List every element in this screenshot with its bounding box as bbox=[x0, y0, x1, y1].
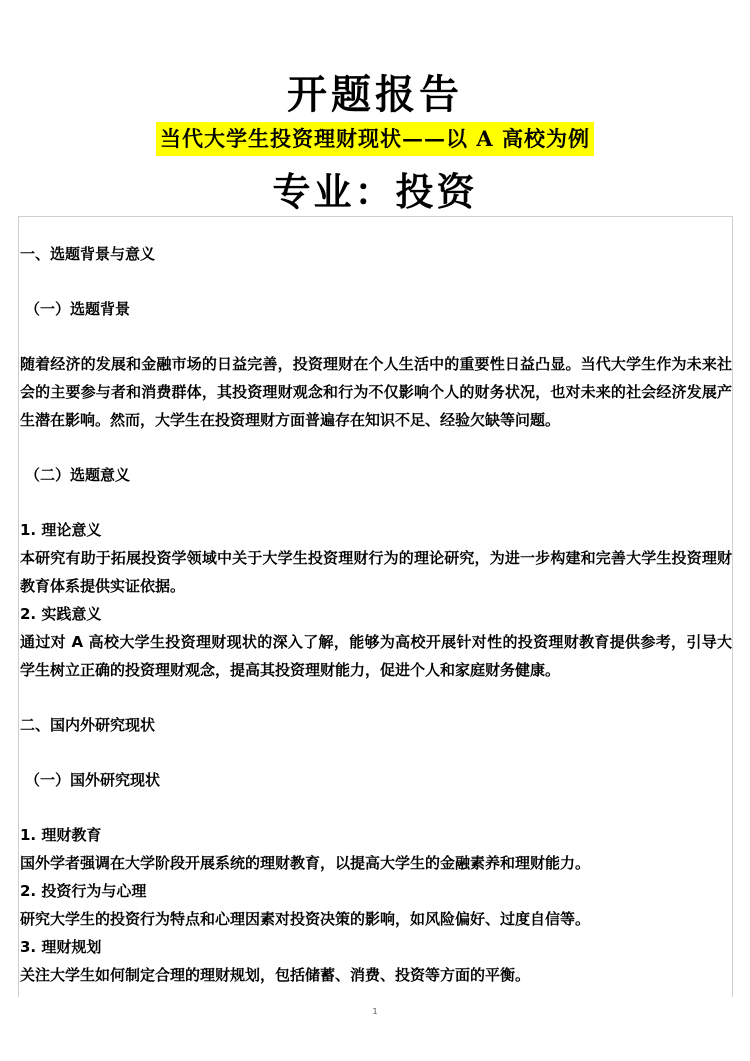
item-heading-planning: 3. 理财规划 bbox=[20, 938, 102, 956]
major-label: 专业：投资 bbox=[272, 169, 478, 214]
paragraph-planning: 关注大学生如何制定合理的理财规划，包括储蓄、消费、投资等方面的平衡。 bbox=[20, 966, 531, 984]
paragraph-behavior: 研究大学生的投资行为特点和心理因素对投资决策的影响，如风险偏好、过度自信等。 bbox=[20, 910, 591, 928]
item-heading-education: 1. 理财教育 bbox=[20, 826, 102, 844]
paragraph-education: 国外学者强调在大学阶段开展系统的理财教育，以提高大学生的金融素养和理财能力。 bbox=[20, 854, 591, 872]
page-number: 1 bbox=[372, 1007, 378, 1016]
section-heading-research-status: 二、国内外研究现状 bbox=[20, 716, 156, 734]
item-heading-behavior: 2. 投资行为与心理 bbox=[20, 882, 147, 900]
item-heading-theory: 1. 理论意义 bbox=[20, 521, 102, 539]
document-body bbox=[20, 240, 732, 989]
paragraph-background: 随着经济的发展和金融市场的日益完善，投资理财在个人生活中的重要性日益凸显。当代大学生作为未来社会的主要参与者和消费群体，其投资理财观念和行为不仅影响个人的财务状况，也对未来的社会经济发展产生潜在影响。然而，大学生在投资理财方面普遍存在知识不足、经验欠缺等问题。 bbox=[20, 355, 732, 429]
document-subtitle: 当代大学生投资理财现状——以 A 高校为例 bbox=[156, 122, 594, 156]
subtitle-container bbox=[0, 122, 750, 156]
subsection-heading-foreign: （一）国外研究现状 bbox=[25, 771, 161, 789]
section-heading-background: 一、选题背景与意义 bbox=[20, 245, 156, 263]
item-heading-practice: 2. 实践意义 bbox=[20, 605, 102, 623]
paragraph-theory: 本研究有助于拓展投资学领域中关于大学生投资理财行为的理论研究，为进一步构建和完善大学生投资理财教育体系提供实证依据。 bbox=[20, 549, 732, 595]
subsection-heading-significance: （二）选题意义 bbox=[25, 466, 131, 484]
subsection-heading-background: （一）选题背景 bbox=[25, 300, 131, 318]
document-title: 开题报告 bbox=[287, 71, 463, 118]
paragraph-practice: 通过对 A 高校大学生投资理财现状的深入了解，能够为高校开展针对性的投资理财教育提供参考，引导大学生树立正确的投资理财观念，提高其投资理财能力，促进个人和家庭财务健康。 bbox=[20, 633, 732, 679]
